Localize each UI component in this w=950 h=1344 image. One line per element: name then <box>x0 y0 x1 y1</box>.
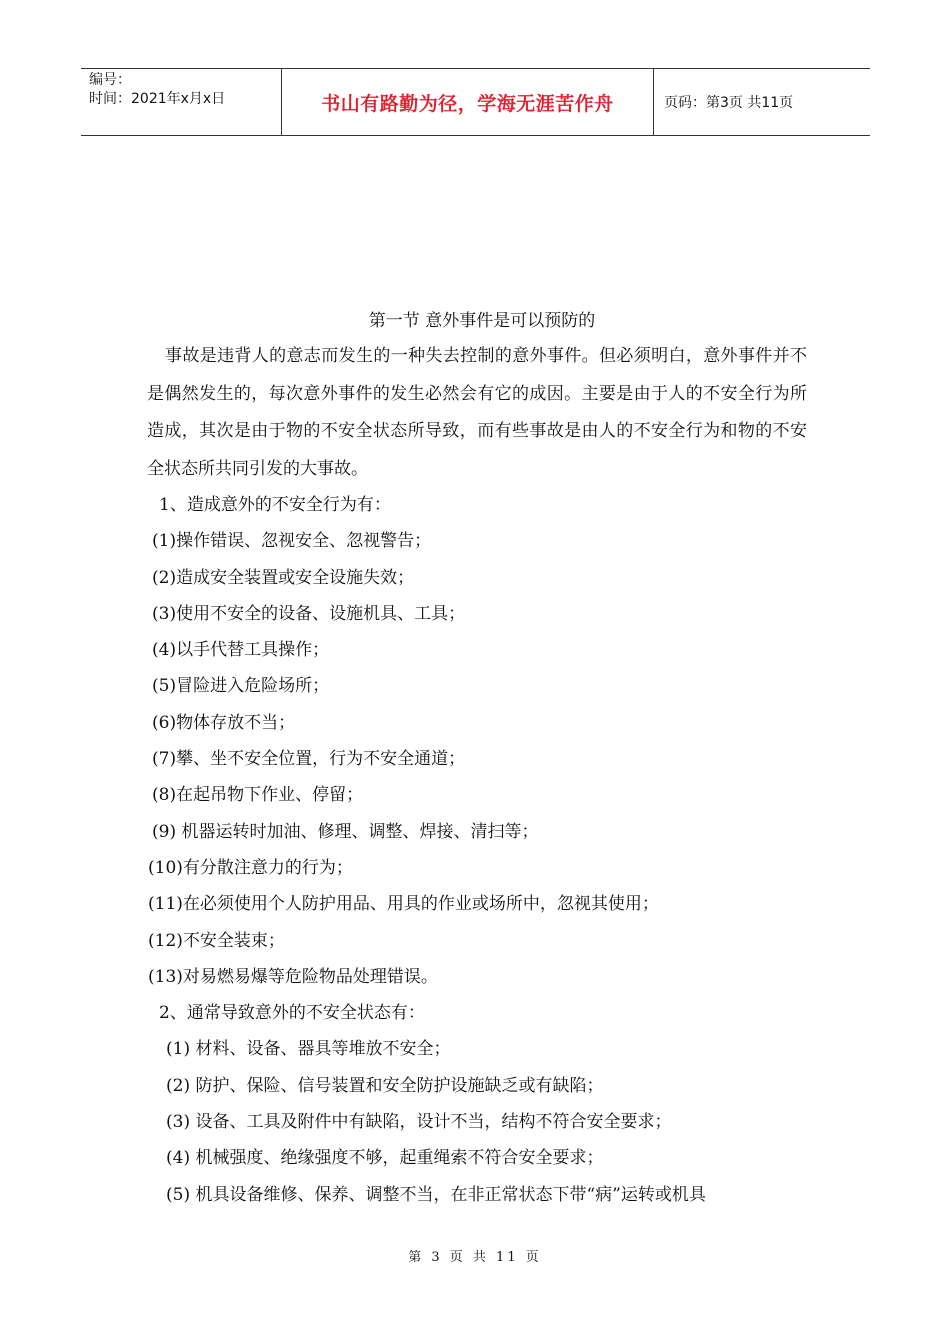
list-item: (1) 材料、设备、器具等堆放不安全； <box>166 1039 451 1060</box>
page-header <box>81 68 870 136</box>
page-footer: 第 3 页 共 11 页 <box>408 1250 542 1265</box>
header-page-cell <box>654 69 870 135</box>
list-item: (7)攀、坐不安全位置，行为不安全通道； <box>152 749 466 770</box>
intro-paragraph: 事故是违背人的意志而发生的一种失去控制的意外事件。但必须明白，意外事件并不是偶然发生的，每次意外事件的发生必然会有它的成因。主要是由于人的不安全行为所造成，其次是由于物的不安全状态所导致，而有些事故是由人的不安全行为和物的不安全状态所共同引发的大事故。 <box>147 346 807 479</box>
list-item: (12)不安全装束； <box>148 930 285 951</box>
list2-heading: 2、通常导致意外的不安全状态有： <box>159 1003 425 1024</box>
list-item: (10)有分散注意力的行为； <box>148 857 353 878</box>
list-item: (5) 机具设备维修、保养、调整不当，在非正常状态下带“病”运转或机具 <box>166 1184 706 1205</box>
list-item: (1)操作错误、忽视安全、忽视警告； <box>152 531 432 552</box>
list-item: (9) 机器运转时加油、修理、调整、焊接、清扫等； <box>152 821 539 842</box>
list-item: (3)使用不安全的设备、设施机具、工具； <box>152 603 466 624</box>
header-motto-cell <box>281 69 654 135</box>
document-body <box>147 306 807 1213</box>
list-item: (8)在起吊物下作业、停留； <box>152 785 364 806</box>
list-item: (2)造成安全装置或安全设施失效； <box>152 567 415 588</box>
list-item: (2) 防护、保险、信号装置和安全防护设施缺乏或有缺陷； <box>166 1075 604 1096</box>
document-date-label: 时间：2021年x月x日 <box>89 91 226 107</box>
list-item: (13)对易燃易爆等危险物品处理错误。 <box>148 966 438 987</box>
list-item: (5)冒险进入危险场所； <box>152 676 330 697</box>
header-motto: 书山有路勤为径，学海无涯苦作舟 <box>321 92 614 115</box>
section-title: 第一节 意外事件是可以预防的 <box>368 311 596 331</box>
list-item: (4)以手代替工具操作； <box>152 640 330 661</box>
list-item: (11)在必须使用个人防护用品、用具的作业或场所中，忽视其使用； <box>148 894 659 915</box>
list-item: (6)物体存放不当； <box>152 712 296 733</box>
list-item: (3) 设备、工具及附件中有缺陷，设计不当，结构不符合安全要求； <box>166 1112 672 1133</box>
list-item: (4) 机械强度、绝缘强度不够，起重绳索不符合安全要求； <box>166 1148 604 1169</box>
list1-heading: 1、造成意外的不安全行为有： <box>159 495 391 515</box>
document-number-label: 编号： <box>89 72 131 88</box>
header-meta <box>81 69 281 135</box>
header-page-label: 页码：第3页 共11页 <box>664 95 794 111</box>
